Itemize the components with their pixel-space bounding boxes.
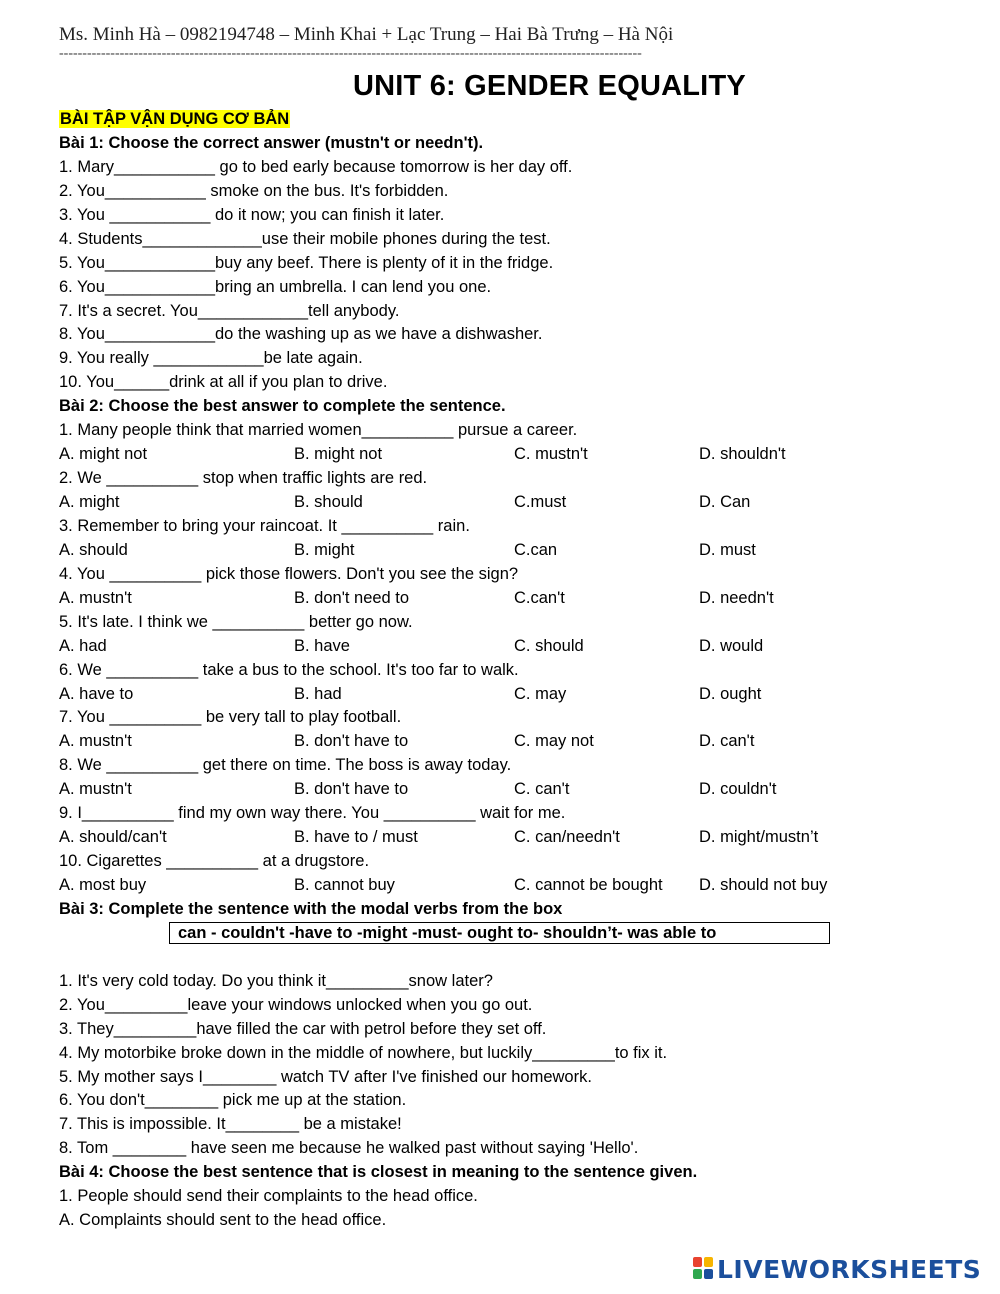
exercise-1-item: 2. You___________ smoke on the bus. It's forbidden.	[59, 181, 449, 200]
exercise-1-item: 6. You____________bring an umbrella. I can lend you one.	[59, 277, 492, 296]
option-b[interactable]: B. might not	[294, 445, 383, 464]
word-box-row	[59, 922, 939, 946]
option-b[interactable]: B. had	[294, 684, 342, 703]
exercise-2-question: 1. Many people think that married women__________ pursue a career.	[59, 421, 578, 440]
exercise-1-item: 4. Students_____________use their mobile phones during the test.	[59, 229, 551, 248]
exercise-3-item: 8. Tom ________ have seen me because he walked past without saying 'Hello'.	[59, 1139, 639, 1158]
exercise-3-item: 1. It's very cold today. Do you think it_________snow later?	[59, 971, 493, 990]
exercise-2-options	[59, 778, 939, 802]
exercise-2-options	[59, 826, 939, 850]
option-c[interactable]: C.can	[514, 540, 558, 559]
section-label: BÀI TẬP VẬN DỤNG CƠ BẢN	[60, 110, 290, 128]
liveworksheets-logo[interactable]	[693, 1255, 981, 1283]
option-c[interactable]: C. mustn't	[514, 445, 588, 464]
header-divider: -----------------------------------------------------------------------------------------------------------------------------	[59, 46, 642, 61]
option-b[interactable]: B. have	[294, 636, 350, 655]
option-a[interactable]: A. have to	[59, 684, 134, 703]
option-a[interactable]: A. mustn't	[59, 780, 132, 799]
option-c[interactable]: C. should	[514, 636, 584, 655]
exercise-2-options	[59, 730, 939, 754]
exercise-2-question: 3. Remember to bring your raincoat. It __________ rain.	[59, 516, 470, 535]
exercise-1-item: 3. You ___________ do it now; you can finish it later.	[59, 205, 445, 224]
option-c[interactable]: C.must	[514, 493, 567, 511]
exercise-2-question: 4. You __________ pick those flowers. Don't you see the sign?	[59, 564, 519, 583]
exercise-2-question: 8. We __________ get there on time. The boss is away today.	[59, 756, 512, 775]
section-label-line	[59, 108, 939, 132]
option-c[interactable]: C. cannot be bought	[514, 876, 663, 894]
modal-verbs-box: can - couldn't -have to -might -must- ought to- shouldn’t- was able to	[169, 922, 830, 944]
option-b[interactable]: B. don't need to	[294, 588, 410, 607]
option-d[interactable]: D. must	[699, 540, 756, 559]
exercise-1-item: 10. You______drink at all if you plan to drive.	[59, 373, 388, 392]
exercise-1-item: 5. You____________buy any beef. There is plenty of it in the fridge.	[59, 253, 554, 272]
option-a[interactable]: A. should/can't	[59, 828, 167, 847]
exercise-1-heading: Bài 1: Choose the correct answer (mustn't or needn't).	[59, 133, 484, 152]
exercise-4-item: A. Complaints should sent to the head office.	[59, 1211, 387, 1230]
exercise-1-item: 9. You really ____________be late again.	[59, 349, 363, 368]
option-a[interactable]: A. should	[59, 540, 128, 559]
worksheet-content	[59, 108, 939, 1233]
option-b[interactable]: B. don't have to	[294, 732, 409, 751]
option-a[interactable]: A. had	[59, 636, 107, 655]
exercise-2-options	[59, 539, 939, 563]
exercise-3-heading: Bài 3: Complete the sentence with the modal verbs from the box	[59, 899, 563, 918]
option-b[interactable]: B. cannot buy	[294, 876, 395, 894]
exercise-2-heading: Bài 2: Choose the best answer to complete the sentence.	[59, 397, 506, 416]
option-b[interactable]: B. don't have to	[294, 780, 409, 799]
option-d[interactable]: D. couldn't	[699, 780, 777, 799]
exercise-3-item: 6. You don't________ pick me up at the station.	[59, 1091, 407, 1110]
option-d[interactable]: D. needn't	[699, 588, 774, 607]
option-d[interactable]: D. shouldn't	[699, 445, 786, 464]
exercise-2-options	[59, 491, 939, 515]
option-a[interactable]: A. mustn't	[59, 732, 132, 751]
option-d[interactable]: D. might/mustn’t	[699, 828, 819, 847]
option-d[interactable]: D. Can	[699, 493, 751, 511]
exercise-3-item: 7. This is impossible. It________ be a mistake!	[59, 1115, 402, 1134]
exercise-2-question: 9. I__________ find my own way there. You __________ wait for me.	[59, 804, 566, 823]
liveworksheets-logo-text: LIVEWORKSHEETS	[717, 1254, 982, 1284]
exercise-1-item: 1. Mary___________ go to bed early because tomorrow is her day off.	[59, 157, 573, 176]
option-c[interactable]: C. can't	[514, 780, 570, 799]
exercise-4-item: 1. People should send their complaints to the head office.	[59, 1187, 478, 1206]
exercise-2-question: 2. We __________ stop when traffic lights are red.	[59, 469, 428, 488]
option-b[interactable]: B. should	[294, 493, 363, 511]
option-d[interactable]: D. would	[699, 636, 764, 655]
exercise-2-question: 5. It's late. I think we __________ better go now.	[59, 612, 413, 631]
exercise-2-options	[59, 587, 939, 611]
page-title: UNIT 6: GENDER EQUALITY	[353, 70, 746, 102]
exercise-2-question: 10. Cigarettes __________ at a drugstore.	[59, 852, 370, 871]
exercise-2-question: 7. You __________ be very tall to play football.	[59, 708, 402, 727]
option-b[interactable]: B. might	[294, 540, 355, 559]
option-c[interactable]: C. may not	[514, 732, 594, 751]
exercise-2-options	[59, 635, 939, 659]
exercise-1-item: 7. It's a secret. You____________tell anybody.	[59, 301, 400, 320]
option-b[interactable]: B. have to / must	[294, 828, 418, 847]
option-a[interactable]: A. most buy	[59, 876, 147, 894]
teacher-header: Ms. Minh Hà – 0982194748 – Minh Khai + Lạc Trung – Hai Bà Trưng – Hà Nội	[59, 24, 674, 45]
exercise-4-heading: Bài 4: Choose the best sentence that is closest in meaning to the sentence given.	[59, 1163, 698, 1182]
option-a[interactable]: A. might	[59, 493, 120, 511]
option-c[interactable]: C. can/needn't	[514, 828, 620, 847]
exercise-3-item: 4. My motorbike broke down in the middle of nowhere, but luckily_________to fix it.	[59, 1043, 668, 1062]
exercise-2-options	[59, 874, 939, 898]
liveworksheets-logo-icon	[693, 1257, 715, 1281]
exercise-3-item: 3. They_________have filled the car with petrol before they set off.	[59, 1019, 547, 1038]
exercise-1-item: 8. You____________do the washing up as we have a dishwasher.	[59, 325, 543, 344]
option-c[interactable]: C.can't	[514, 588, 565, 607]
option-c[interactable]: C. may	[514, 684, 567, 703]
exercise-2-options	[59, 443, 939, 467]
exercise-3-item: 2. You_________leave your windows unlocked when you go out.	[59, 995, 533, 1014]
exercise-3-item: 5. My mother says I________ watch TV after I've finished our homework.	[59, 1067, 592, 1086]
option-d[interactable]: D. ought	[699, 684, 762, 703]
option-a[interactable]: A. might not	[59, 445, 148, 464]
option-d[interactable]: D. should not buy	[699, 876, 828, 894]
option-d[interactable]: D. can't	[699, 732, 755, 751]
option-a[interactable]: A. mustn't	[59, 588, 132, 607]
spacer	[59, 946, 939, 970]
exercise-2-question: 6. We __________ take a bus to the school. It's too far to walk.	[59, 660, 519, 679]
exercise-2-options	[59, 683, 939, 707]
